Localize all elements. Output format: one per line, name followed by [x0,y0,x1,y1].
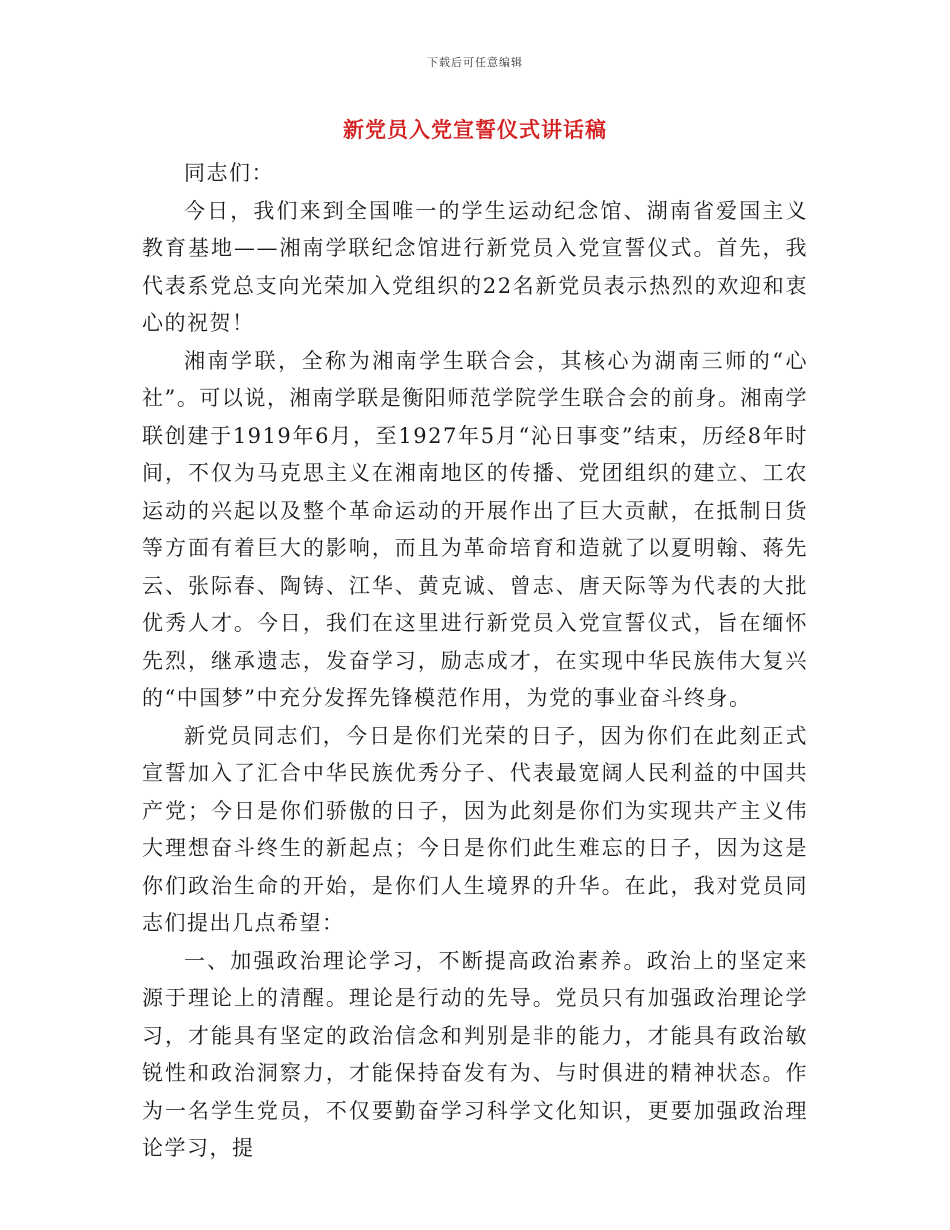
body-paragraph: 湘南学联，全称为湘南学生联合会，其核心为湖南三师的“心社”。可以说，湘南学联是衡阳师范学院学生联合会的前身。湘南学联创建于1919年6月，至1927年5月“沁日事变”结束，历经8年时间，不仅为马克思主义在湘南地区的传播、党团组织的建立、工农运动的兴起以及整个革命运动的开展作出了巨大贡献，在抵制日货等方面有着巨大的影响，而且为革命培育和造就了以夏明翰、蒋先云、张际春、陶铸、江华、黄克诚、曾志、唐天际等为代表的大批优秀人才。今日，我们在这里进行新党员入党宣誓仪式，旨在缅怀先烈，继承遗志，发奋学习，励志成才，在实现中华民族伟大复兴的“中国梦”中充分发挥先锋模范作用，为党的事业奋斗终身。 [142,348,808,710]
document-title: 新党员入党宣誓仪式讲话稿 [343,117,607,142]
body-paragraph: 一、加强政治理论学习，不断提高政治素养。政治上的坚定来源于理论上的清醒。理论是行动的先导。党员只有加强政治理论学习，才能具有坚定的政治信念和判别是非的能力，才能具有政治敏锐性和政治洞察力，才能保持奋发有为、与时俱进的精神状态。作为一名学生党员，不仅要勤奋学习科学文化知识，更要加强政治理论学习，提 [142,948,808,1160]
body-paragraph: 今日，我们来到全国唯一的学生运动纪念馆、湖南省爱国主义教育基地——湘南学联纪念馆进行新党员入党宣誓仪式。首先，我代表系党总支向光荣加入党组织的22名新党员表示热烈的欢迎和衷心的祝贺！ [142,198,808,335]
body-paragraph: 新党员同志们，今日是你们光荣的日子，因为你们在此刻正式宣誓加入了汇合中华民族优秀分子、代表最宽阔人民利益的中国共产党；今日是你们骄傲的日子，因为此刻是你们为实现共产主义伟大理想奋斗终生的新起点；今日是你们此生难忘的日子，因为这是你们政治生命的开始，是你们人生境界的升华。在此，我对党员同志们提出几点希望： [142,723,808,935]
salutation-paragraph: 同志们： [184,161,274,185]
page-header-note: 下载后可任意编辑 [427,56,523,69]
document-body [142,155,808,1168]
